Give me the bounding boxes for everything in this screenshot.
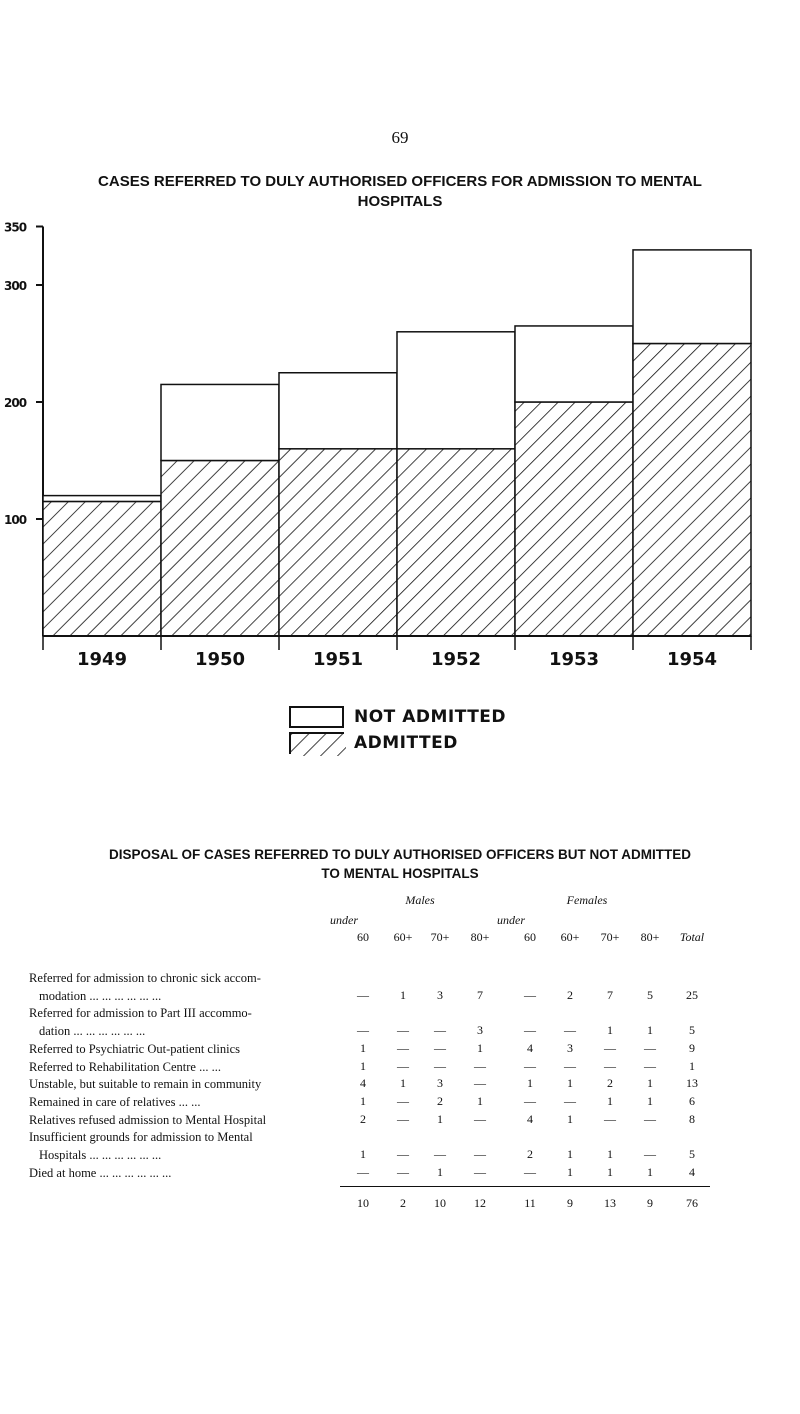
table-title — [30, 845, 770, 883]
chart-title-line-2: HOSPITALS — [357, 193, 443, 210]
y-tick-label-200: 200 — [4, 396, 27, 410]
legend-swatch-admitted — [289, 732, 344, 754]
bar-not-admitted-1954 — [633, 250, 751, 344]
header-males: Males — [405, 893, 435, 907]
cell-3-2: — — [434, 1058, 446, 1073]
cell-4-2: 3 — [437, 1076, 443, 1091]
total-cell-1: 2 — [400, 1196, 406, 1211]
cell-7-7: — — [644, 1147, 656, 1161]
cell-8-7: 1 — [647, 1164, 653, 1179]
x-label-1949: 1949 — [76, 649, 128, 670]
cell-4-6: 2 — [607, 1076, 613, 1091]
y-tick-label-100: 100 — [4, 513, 27, 527]
column-header-2: 70+ — [430, 930, 450, 944]
total-cell-8: 76 — [686, 1196, 698, 1211]
cell-6-3: — — [474, 1111, 486, 1126]
cell-6-4: 4 — [527, 1111, 533, 1126]
cell-2-1: — — [397, 1040, 409, 1055]
total-cell-2: 10 — [434, 1196, 446, 1211]
cell-7-6: 1 — [607, 1147, 613, 1161]
cell-4-3: — — [474, 1076, 486, 1091]
cell-3-8: 1 — [689, 1058, 695, 1073]
legend-label-admitted: ADMITTED — [354, 733, 458, 753]
cell-5-5: — — [564, 1093, 576, 1108]
cell-8-3: — — [474, 1164, 486, 1179]
cell-4-4: 1 — [527, 1076, 533, 1091]
cell-7-1: — — [397, 1147, 409, 1161]
cell-2-4: 4 — [527, 1040, 533, 1055]
y-tick-label-300: 300 — [4, 279, 27, 293]
cell-5-2: 2 — [437, 1093, 443, 1108]
cell-0-1: 1 — [400, 987, 406, 1002]
column-header-4: 60 — [524, 930, 536, 944]
cell-6-8: 8 — [689, 1111, 695, 1126]
cell-8-5: 1 — [567, 1164, 573, 1179]
chart-legend — [289, 706, 589, 766]
bar-admitted-1953 — [515, 402, 633, 636]
cell-0-5: 2 — [567, 987, 573, 1002]
cell-1-1: — — [397, 1023, 409, 1038]
cell-7-5: 1 — [567, 1147, 573, 1161]
cell-7-3: — — [474, 1147, 486, 1161]
cell-7-4: 2 — [527, 1147, 533, 1161]
cell-5-8: 6 — [689, 1093, 695, 1108]
cell-6-0: 2 — [360, 1111, 366, 1126]
cell-0-8: 25 — [686, 987, 698, 1002]
x-label-1954: 1954 — [666, 649, 718, 670]
cell-7-8: 5 — [689, 1147, 695, 1161]
cell-5-3: 1 — [477, 1093, 483, 1108]
bar-not-admitted-1952 — [397, 332, 515, 449]
totals-rule — [340, 1186, 710, 1187]
chart-title — [40, 172, 760, 212]
header-males-under: under — [330, 913, 358, 927]
bar-chart — [0, 220, 800, 670]
cell-5-4: — — [524, 1093, 536, 1108]
row-label-1-line-1: dation ... ... ... ... ... ... — [39, 1024, 146, 1039]
cell-2-6: — — [604, 1040, 616, 1055]
total-cell-3: 12 — [474, 1196, 486, 1211]
cell-1-8: 5 — [689, 1023, 695, 1038]
bar-admitted-1952 — [397, 449, 515, 636]
cell-1-3: 3 — [477, 1023, 483, 1038]
row-label-8-line-0: Died at home ... ... ... ... ... ... — [29, 1165, 172, 1180]
row-label-2-line-0: Referred to Psychiatric Out-patient clinics — [29, 1041, 241, 1056]
cell-2-8: 9 — [689, 1040, 695, 1055]
x-label-1953: 1953 — [548, 649, 600, 670]
y-tick-label-350: 350 — [4, 220, 27, 235]
cell-3-0: 1 — [360, 1058, 366, 1073]
total-cell-7: 9 — [647, 1196, 653, 1211]
cell-6-5: 1 — [567, 1111, 573, 1126]
column-header-5: 60+ — [560, 930, 580, 944]
cell-3-7: — — [644, 1058, 656, 1073]
cell-1-7: 1 — [647, 1023, 653, 1038]
chart-title-line-1: CASES REFERRED TO DULY AUTHORISED OFFICERS FOR ADMISSION TO MENTAL — [98, 173, 702, 190]
bar-admitted-1949 — [43, 501, 161, 636]
cell-3-3: — — [474, 1058, 486, 1073]
cell-8-0: — — [357, 1164, 369, 1179]
bar-not-admitted-1950 — [161, 384, 279, 460]
cell-5-6: 1 — [607, 1093, 613, 1108]
cell-8-2: 1 — [437, 1164, 443, 1179]
cell-0-6: 7 — [607, 987, 613, 1002]
cell-6-7: — — [644, 1111, 656, 1126]
cell-2-2: — — [434, 1040, 446, 1055]
row-label-1-line-0: Referred for admission to Part III accommo- — [29, 1006, 252, 1021]
cell-0-7: 5 — [647, 987, 653, 1002]
row-label-7-line-0: Insufficient grounds for admission to Mental — [29, 1130, 253, 1145]
cell-6-2: 1 — [437, 1111, 443, 1126]
cell-1-0: — — [357, 1023, 369, 1038]
cell-3-6: — — [604, 1058, 616, 1073]
bar-not-admitted-1953 — [515, 326, 633, 402]
row-label-4-line-0: Unstable, but suitable to remain in community — [29, 1077, 262, 1092]
table-title-line-1: DISPOSAL OF CASES REFERRED TO DULY AUTHORISED OFFICERS BUT NOT ADMITTED — [108, 847, 692, 862]
cell-7-0: 1 — [360, 1147, 366, 1161]
bar-admitted-1951 — [279, 449, 397, 636]
cell-1-6: 1 — [607, 1023, 613, 1038]
cell-1-5: — — [564, 1023, 576, 1038]
cell-4-1: 1 — [400, 1076, 406, 1091]
header-females-under: under — [497, 913, 525, 927]
cell-6-1: — — [397, 1111, 409, 1126]
cell-0-2: 3 — [437, 987, 443, 1002]
row-label-5-line-0: Remained in care of relatives ... ... — [29, 1094, 201, 1109]
cell-1-4: — — [524, 1023, 536, 1038]
bar-not-admitted-1949 — [43, 496, 161, 502]
legend-label-not-admitted: NOT ADMITTED — [354, 707, 507, 727]
cell-8-1: — — [397, 1164, 409, 1179]
legend-swatch-not-admitted — [289, 706, 344, 728]
bar-not-admitted-1951 — [279, 373, 397, 449]
cell-3-4: — — [524, 1058, 536, 1073]
cell-2-7: — — [644, 1040, 656, 1055]
cell-6-6: — — [604, 1111, 616, 1126]
column-header-3: 80+ — [470, 930, 490, 944]
cell-1-2: — — [434, 1023, 446, 1038]
row-label-0-line-0: Referred for admission to chronic sick accom- — [29, 971, 261, 985]
row-label-3-line-0: Referred to Rehabilitation Centre ... ... — [29, 1059, 221, 1074]
cell-0-0: — — [357, 987, 369, 1002]
cell-4-0: 4 — [360, 1076, 366, 1091]
column-header-1: 60+ — [393, 930, 413, 944]
total-cell-4: 11 — [524, 1196, 536, 1211]
cell-5-1: — — [397, 1093, 409, 1108]
x-label-1952: 1952 — [430, 649, 482, 670]
column-header-0: 60 — [357, 930, 369, 944]
cell-8-6: 1 — [607, 1164, 613, 1179]
cell-2-3: 1 — [477, 1040, 483, 1055]
row-label-6-line-0: Relatives refused admission to Mental Hospital — [29, 1112, 267, 1127]
cell-8-4: — — [524, 1164, 536, 1179]
cell-4-8: 13 — [686, 1076, 698, 1091]
cell-0-4: — — [524, 987, 536, 1002]
page-number: 69 — [391, 128, 409, 147]
cell-4-7: 1 — [647, 1076, 653, 1091]
row-label-7-line-1: Hospitals ... ... ... ... ... ... — [39, 1148, 162, 1162]
bar-admitted-1954 — [633, 344, 751, 637]
cell-5-0: 1 — [360, 1093, 366, 1108]
table-title-line-2: TO MENTAL HOSPITALS — [321, 866, 479, 881]
total-cell-5: 9 — [567, 1196, 573, 1211]
header-females: Females — [566, 893, 608, 907]
total-cell-0: 10 — [357, 1196, 369, 1211]
cell-3-5: — — [564, 1058, 576, 1073]
cell-4-5: 1 — [567, 1076, 573, 1091]
column-header-7: 80+ — [640, 930, 660, 944]
cell-8-8: 4 — [689, 1164, 695, 1179]
row-label-0-line-1: modation ... ... ... ... ... ... — [39, 988, 162, 1003]
column-header-6: 70+ — [600, 930, 620, 944]
cell-2-5: 3 — [567, 1040, 573, 1055]
cell-2-0: 1 — [360, 1040, 366, 1055]
bar-admitted-1950 — [161, 461, 279, 637]
column-header-8: Total — [679, 930, 705, 944]
cell-3-1: — — [397, 1058, 409, 1073]
cell-5-7: 1 — [647, 1093, 653, 1108]
cell-0-3: 7 — [477, 987, 483, 1002]
cell-7-2: — — [434, 1147, 446, 1161]
x-label-1951: 1951 — [312, 649, 364, 670]
total-cell-6: 13 — [604, 1196, 616, 1211]
x-label-1950: 1950 — [194, 649, 246, 670]
